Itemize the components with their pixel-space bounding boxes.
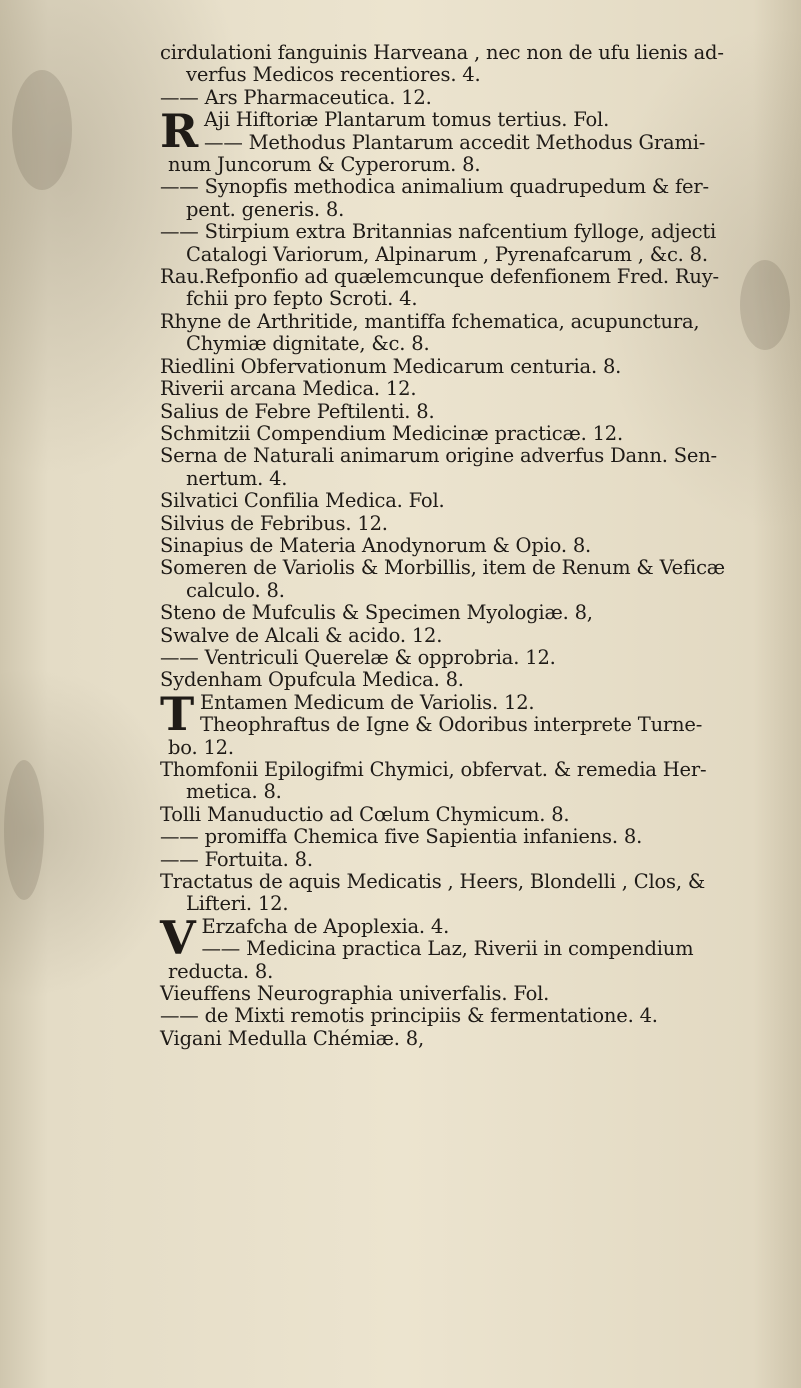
catalog-entry [160, 535, 760, 557]
entry-line: Sinapius de Materia Anodynorum & Opio. 8. [160, 533, 592, 557]
catalog-entry [160, 42, 760, 87]
catalog-entry [160, 221, 760, 266]
entry-line: Aji Hiftoriæ Plantarum tomus tertius. Fol. [204, 108, 610, 132]
catalog-entry [160, 625, 760, 647]
entry-continuation-line: Theophraftus de Igne & Odoribus interprete Turne- [200, 713, 703, 737]
entry-line: Tolli Manuductio ad Cœlum Chymicum. 8. [160, 802, 570, 826]
entry-line: Rhyne de Arthritide, mantiffa fchematica, acupunctura, [160, 309, 700, 333]
catalog-entry [160, 1028, 760, 1050]
catalog-entry [160, 378, 760, 400]
catalog-entry [160, 669, 760, 691]
catalog-entry [160, 871, 760, 916]
entry-line: —— Synopfis methodica animalium quadrupedum & fer- [160, 175, 709, 199]
paper-stain [12, 70, 72, 190]
entry-line: Tractatus de aquis Medicatis , Heers, Blondelli , Clos, & [160, 870, 705, 894]
entry-line: —— Stirpium extra Britannias nafcentium fylloge, adjecti [160, 220, 717, 244]
entry-line: cirdulationi fanguinis Harveana , nec non de ufu lienis ad- [160, 41, 724, 64]
entry-line: Steno de Mufculis & Specimen Myologiæ. 8, [160, 601, 593, 625]
catalog-entry [160, 686, 760, 759]
catalog-entries [160, 42, 760, 1050]
entry-continuation-line: fchii pro fepto Scroti. 4. [186, 287, 418, 311]
entry-continuation-line: Catalogi Variorum, Alpinarum , Pyrenafcarum , &c. 8. [186, 242, 708, 266]
entry-line: Serna de Naturali animarum origine adverfus Dann. Sen- [160, 444, 717, 468]
catalog-entry [160, 557, 760, 602]
catalog-entry [160, 445, 760, 490]
entry-line: Schmitzii Compendium Medicinæ practicæ. 12. [160, 421, 623, 445]
catalog-entry [160, 423, 760, 445]
entry-line: Vigani Medulla Chémiæ. 8, [160, 1026, 425, 1050]
entry-line: Rau.Refponfio ad quælemcunque defenfionem Fred. Ruy- [160, 265, 719, 289]
entry-line: —— Ventriculi Querelæ & opprobria. 12. [160, 645, 556, 669]
entry-line: —— Ars Pharmaceutica. 12. [160, 85, 432, 109]
entry-line: Salius de Febre Peftilenti. 8. [160, 399, 435, 423]
catalog-entry [160, 983, 760, 1005]
catalog-entry [160, 910, 760, 983]
entry-line: Someren de Variolis & Morbillis, item de Renum & Veficæ [160, 556, 725, 580]
entry-line: Riverii arcana Medica. 12. [160, 377, 417, 401]
catalog-entry [160, 311, 760, 356]
entry-line: —— Fortuita. 8. [160, 847, 313, 871]
entry-line: Entamen Medicum de Variolis. 12. [200, 690, 535, 714]
entry-line: Silvatici Confilia Medica. Fol. [160, 489, 445, 513]
entry-line: Vieuffens Neurographia univerfalis. Fol. [160, 982, 550, 1006]
entry-continuation-line: Lifteri. 12. [186, 892, 289, 916]
drop-capital: R [160, 104, 199, 159]
entry-continuation-line: reducta. 8. [168, 959, 274, 983]
entry-line: Silvius de Febribus. 12. [160, 511, 388, 535]
entry-continuation-line: verfus Medicos recentiores. 4. [186, 63, 481, 87]
paper-stain [4, 760, 44, 900]
catalog-entry [160, 1005, 760, 1027]
entry-continuation-line: Chymiæ dignitate, &c. 8. [186, 332, 430, 356]
catalog-entry [160, 104, 760, 177]
catalog-entry [160, 826, 760, 848]
entry-line: Riedlini Obfervationum Medicarum centuria. 8. [160, 354, 622, 378]
entry-line: —— de Mixti remotis principiis & fermentatione. 4. [160, 1004, 658, 1028]
catalog-entry [160, 647, 760, 669]
entry-line: Erzafcha de Apoplexia. 4. [201, 914, 450, 938]
entry-continuation-line: bo. 12. [168, 735, 234, 759]
catalog-entry [160, 490, 760, 512]
catalog-entry [160, 513, 760, 535]
entry-continuation-line: —— Medicina practica Laz, Riverii in compendium [201, 937, 694, 961]
entry-continuation-line: num Juncorum & Cyperorum. 8. [168, 153, 481, 177]
entry-continuation-line: metica. 8. [186, 780, 282, 804]
catalog-entry [160, 356, 760, 378]
catalog-entry [160, 804, 760, 826]
catalog-entry [160, 849, 760, 871]
drop-capital: T [160, 686, 195, 741]
catalog-entry [160, 602, 760, 624]
entry-line: Sydenham Opufcula Medica. 8. [160, 668, 464, 692]
catalog-entry [160, 176, 760, 221]
entry-continuation-line: —— Methodus Plantarum accedit Methodus Grami- [204, 130, 706, 154]
entry-continuation-line: calculo. 8. [186, 578, 285, 602]
catalog-entry [160, 87, 760, 109]
entry-continuation-line: nertum. 4. [186, 466, 288, 490]
entry-line: Swalve de Alcali & acido. 12. [160, 623, 443, 647]
entry-line: Thomfonii Epilogifmi Chymici, obfervat. & remedia Her- [160, 758, 707, 781]
catalog-entry [160, 401, 760, 423]
catalog-entry [160, 266, 760, 311]
entry-continuation-line: pent. generis. 8. [186, 197, 345, 221]
entry-line: —— promiffa Chemica five Sapientia infaniens. 8. [160, 825, 643, 849]
catalog-entry [160, 759, 760, 804]
drop-capital: V [160, 910, 196, 965]
